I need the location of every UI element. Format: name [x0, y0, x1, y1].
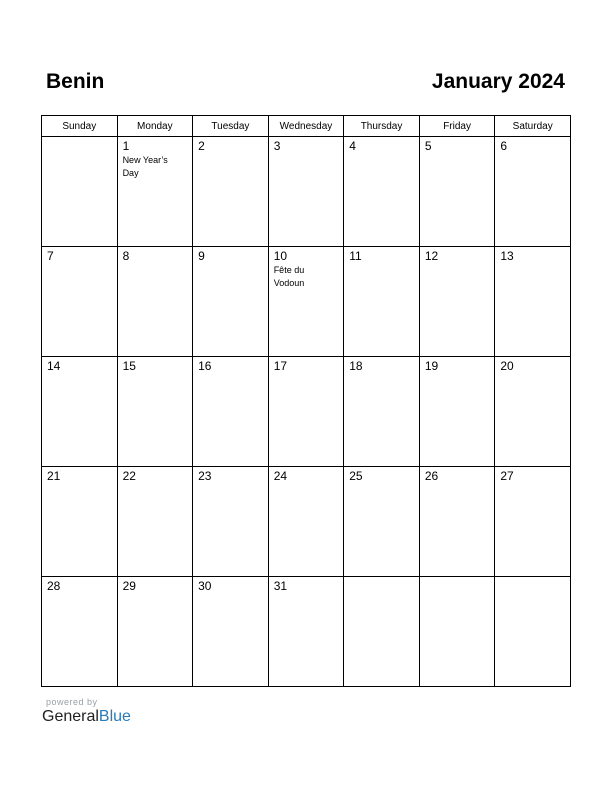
- day-number: 27: [500, 469, 514, 483]
- day-number: [495, 577, 570, 580]
- day-number: 12: [424, 249, 439, 263]
- day-cell: [268, 357, 344, 467]
- day-cell: [419, 467, 495, 577]
- day-cell: [495, 577, 571, 687]
- day-number: 26: [424, 469, 439, 483]
- day-cell: [344, 467, 420, 577]
- day-cell: [419, 247, 495, 357]
- holiday-label: Fête du Vodoun: [273, 265, 305, 288]
- week-row: [42, 137, 571, 247]
- day-cell: [495, 247, 571, 357]
- day-number: 17: [273, 359, 288, 373]
- day-number: 4: [349, 139, 356, 153]
- day-number: 28: [47, 579, 61, 593]
- day-cell: [268, 577, 344, 687]
- day-number: 13: [500, 249, 514, 263]
- day-number: 23: [198, 469, 212, 483]
- weekday-monday: Monday: [117, 116, 193, 137]
- logo-general: General: [42, 708, 99, 725]
- day-cell: [193, 467, 269, 577]
- day-number: 19: [424, 359, 439, 373]
- week-row: [42, 577, 571, 687]
- weekday-header-row: [42, 116, 571, 137]
- day-number: 16: [198, 359, 212, 373]
- day-cell: [193, 577, 269, 687]
- weekday-wednesday: Wednesday: [268, 116, 344, 137]
- footer-branding: [42, 697, 131, 726]
- day-number: 22: [122, 469, 136, 483]
- day-number: [42, 137, 117, 140]
- day-cell: [117, 247, 193, 357]
- day-cell: [495, 357, 571, 467]
- week-row: [42, 247, 571, 357]
- day-cell: [117, 137, 193, 247]
- day-number: 3: [273, 139, 281, 153]
- day-number: 8: [122, 249, 130, 263]
- day-number: 29: [122, 579, 136, 593]
- day-cell: [42, 137, 118, 247]
- day-cell: [117, 577, 193, 687]
- weekday-tuesday: Tuesday: [193, 116, 269, 137]
- weekday-sunday: Sunday: [42, 116, 118, 137]
- day-cell: [344, 247, 420, 357]
- day-cell: [344, 137, 420, 247]
- day-number: 30: [198, 579, 212, 593]
- day-cell: [344, 357, 420, 467]
- calendar-country-title: Benin: [46, 70, 105, 93]
- day-number: 18: [349, 359, 363, 373]
- week-row: [42, 357, 571, 467]
- day-cell: [268, 467, 344, 577]
- day-number: 14: [47, 359, 61, 373]
- day-number: 7: [47, 249, 54, 263]
- day-number: 11: [349, 249, 362, 263]
- calendar-grid: [41, 115, 571, 687]
- day-number: 20: [500, 359, 514, 373]
- day-number: 2: [198, 139, 205, 153]
- day-number: 1: [122, 139, 130, 153]
- calendar-month-title: January 2024: [431, 70, 565, 93]
- day-cell: [495, 137, 571, 247]
- weekday-thursday: Thursday: [344, 116, 420, 137]
- week-row: [42, 467, 571, 577]
- weekday-saturday: Saturday: [495, 116, 571, 137]
- day-cell: [268, 137, 344, 247]
- day-cell: [42, 357, 118, 467]
- day-number: 21: [47, 469, 61, 483]
- day-cell: [117, 467, 193, 577]
- day-number: [420, 577, 495, 580]
- day-number: 31: [273, 579, 288, 593]
- day-cell: [193, 357, 269, 467]
- day-number: 24: [273, 469, 288, 483]
- day-cell: [495, 467, 571, 577]
- day-cell: [193, 247, 269, 357]
- holiday-label: New Year’s Day: [122, 155, 168, 178]
- weekday-friday: Friday: [419, 116, 495, 137]
- day-cell: [193, 137, 269, 247]
- day-number: [344, 577, 419, 580]
- day-number: 25: [349, 469, 363, 483]
- day-number: 15: [122, 359, 136, 373]
- day-cell: [268, 247, 344, 357]
- day-cell: [117, 357, 193, 467]
- day-number: 5: [424, 139, 432, 153]
- day-cell: [42, 467, 118, 577]
- day-cell: [419, 137, 495, 247]
- day-cell: [419, 577, 495, 687]
- day-number: 6: [500, 139, 508, 153]
- day-cell: [42, 577, 118, 687]
- logo-blue: Blue: [98, 708, 131, 725]
- day-cell: [42, 247, 118, 357]
- day-number: 9: [198, 249, 205, 263]
- day-cell: [344, 577, 420, 687]
- day-cell: [419, 357, 495, 467]
- powered-by-text: powered by: [46, 697, 98, 707]
- generalblue-logo[interactable]: [42, 708, 131, 726]
- day-number: 10: [273, 249, 288, 263]
